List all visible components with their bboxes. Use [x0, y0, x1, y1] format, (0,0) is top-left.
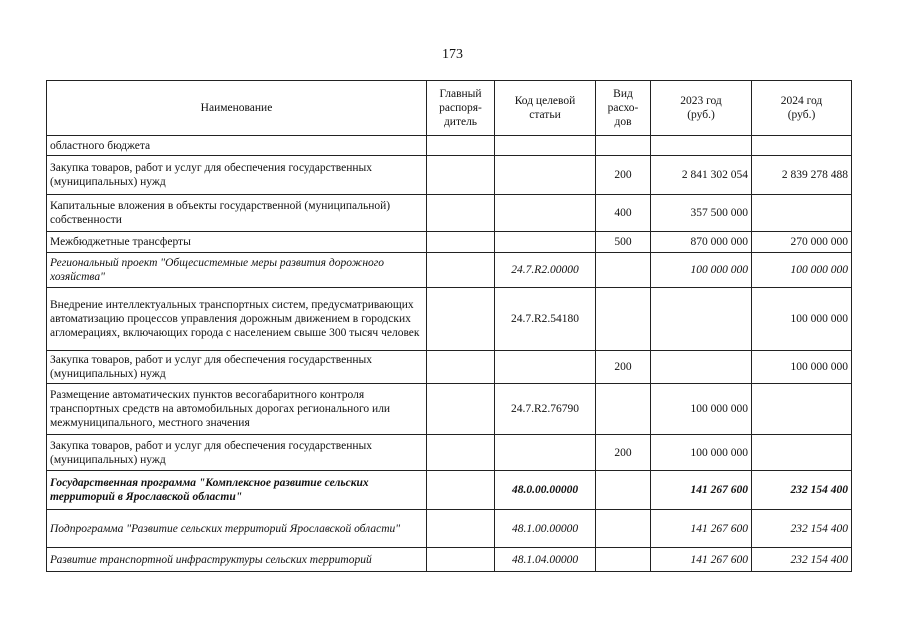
row-2024: [752, 384, 852, 435]
row-vid: 200: [596, 435, 651, 471]
row-name: Закупка товаров, работ и услуг для обеспечения государственных (муниципальных) нужд: [47, 351, 427, 384]
row-2024: 100 000 000: [752, 288, 852, 351]
row-glav: [427, 288, 495, 351]
row-2023: 141 267 600: [651, 548, 752, 572]
table-row: [47, 384, 852, 435]
row-vid: 200: [596, 156, 651, 195]
row-vid: [596, 288, 651, 351]
row-glav: [427, 384, 495, 435]
row-vid: 200: [596, 351, 651, 384]
row-name: Межбюджетные трансферты: [47, 232, 427, 253]
table-row: [47, 510, 852, 548]
table-row: [47, 435, 852, 471]
header-glav: Главный распоря- дитель: [427, 81, 495, 136]
row-vid: [596, 136, 651, 156]
row-kod: 48.1.00.00000: [495, 510, 596, 548]
row-vid: [596, 471, 651, 510]
row-2023: [651, 288, 752, 351]
row-glav: [427, 435, 495, 471]
row-vid: 500: [596, 232, 651, 253]
row-kod: 48.1.04.00000: [495, 548, 596, 572]
header-vid: Вид расхо- дов: [596, 81, 651, 136]
row-name: областного бюджета: [47, 136, 427, 156]
row-2023: 2 841 302 054: [651, 156, 752, 195]
table-row: [47, 351, 852, 384]
row-glav: [427, 156, 495, 195]
row-glav: [427, 471, 495, 510]
row-2024: 100 000 000: [752, 351, 852, 384]
row-glav: [427, 548, 495, 572]
header-kod: Код целевой статьи: [495, 81, 596, 136]
budget-table: [46, 80, 852, 572]
row-2023: [651, 136, 752, 156]
row-vid: [596, 548, 651, 572]
row-glav: [427, 136, 495, 156]
page-number: 173: [442, 47, 463, 62]
row-2024: [752, 136, 852, 156]
header-2024: 2024 год (руб.): [752, 81, 852, 136]
row-name: Региональный проект "Общесистемные меры развития дорожного хозяйства": [47, 253, 427, 288]
row-kod: 24.7.R2.54180: [495, 288, 596, 351]
table-row: [47, 548, 852, 572]
table-row: [47, 232, 852, 253]
header-2023: 2023 год (руб.): [651, 81, 752, 136]
table-row: [47, 288, 852, 351]
row-name: Подпрограмма "Развитие сельских территорий Ярославской области": [47, 510, 427, 548]
row-glav: [427, 510, 495, 548]
row-2023: 100 000 000: [651, 253, 752, 288]
row-2024: 270 000 000: [752, 232, 852, 253]
row-2024: [752, 195, 852, 232]
row-glav: [427, 253, 495, 288]
row-kod: [495, 435, 596, 471]
row-kod: 48.0.00.00000: [495, 471, 596, 510]
row-2023: [651, 351, 752, 384]
row-name: Закупка товаров, работ и услуг для обеспечения государственных (муниципальных) нужд: [47, 156, 427, 195]
row-2023: 141 267 600: [651, 471, 752, 510]
row-kod: 24.7.R2.76790: [495, 384, 596, 435]
table-row: [47, 195, 852, 232]
row-glav: [427, 351, 495, 384]
table-row: [47, 471, 852, 510]
row-kod: 24.7.R2.00000: [495, 253, 596, 288]
row-2023: 100 000 000: [651, 384, 752, 435]
row-2024: [752, 435, 852, 471]
row-2024: 232 154 400: [752, 471, 852, 510]
row-name: Размещение автоматических пунктов весогабаритного контроля транспортных средств на автомобильных дорогах регионального или межмуниципального, местного значения: [47, 384, 427, 435]
row-2024: 232 154 400: [752, 548, 852, 572]
row-kod: [495, 351, 596, 384]
header-row: [47, 81, 852, 136]
row-2024: 100 000 000: [752, 253, 852, 288]
row-vid: [596, 253, 651, 288]
row-vid: [596, 510, 651, 548]
row-vid: 400: [596, 195, 651, 232]
row-kod: [495, 156, 596, 195]
row-2023: 357 500 000: [651, 195, 752, 232]
row-2024: 2 839 278 488: [752, 156, 852, 195]
row-2023: 141 267 600: [651, 510, 752, 548]
row-kod: [495, 232, 596, 253]
header-name: Наименование: [47, 81, 427, 136]
row-2023: 100 000 000: [651, 435, 752, 471]
table-row: [47, 136, 852, 156]
row-vid: [596, 384, 651, 435]
row-kod: [495, 195, 596, 232]
table-row: [47, 156, 852, 195]
table-row: [47, 253, 852, 288]
row-glav: [427, 232, 495, 253]
row-2024: 232 154 400: [752, 510, 852, 548]
row-name: Внедрение интеллектуальных транспортных систем, предусматривающих автоматизацию процессов управления дорожным движением в городских агломерациях, включающих города с населением свыше 300 тысяч человек: [47, 288, 427, 351]
row-glav: [427, 195, 495, 232]
row-name: Закупка товаров, работ и услуг для обеспечения государственных (муниципальных) нужд: [47, 435, 427, 471]
row-2023: 870 000 000: [651, 232, 752, 253]
row-kod: [495, 136, 596, 156]
row-name: Капитальные вложения в объекты государственной (муниципальной) собственности: [47, 195, 427, 232]
row-name: Развитие транспортной инфраструктуры сельских территорий: [47, 548, 427, 572]
row-name: Государственная программа "Комплексное развитие сельских территорий в Ярославской области": [47, 471, 427, 510]
